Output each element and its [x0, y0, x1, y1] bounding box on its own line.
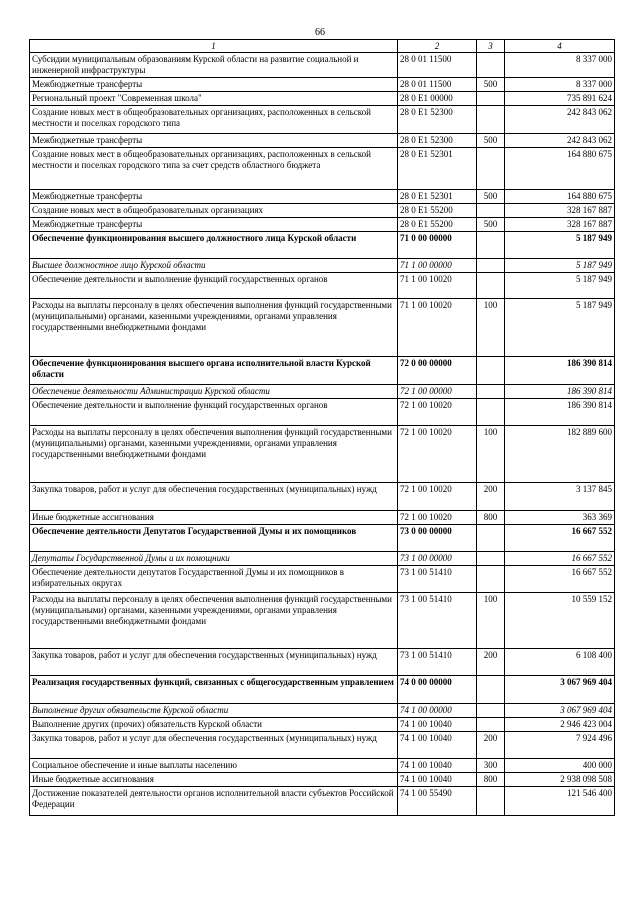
row-vr — [477, 259, 505, 273]
row-vr — [477, 676, 505, 704]
row-vr — [477, 273, 505, 299]
row-code: 74 1 00 10040 — [398, 773, 477, 787]
table-row — [30, 53, 615, 78]
row-code: 74 1 00 55490 — [398, 787, 477, 816]
row-name: Межбюджетные трансферты — [30, 134, 398, 148]
row-name: Межбюджетные трансферты — [30, 190, 398, 204]
row-vr — [477, 704, 505, 718]
row-name: Выполнение других обязательств Курской области — [30, 704, 398, 718]
row-vr — [477, 525, 505, 552]
row-name: Обеспечение деятельности и выполнение функций государственных органов — [30, 399, 398, 426]
header-col-amount: 4 — [505, 40, 615, 53]
row-vr — [477, 92, 505, 106]
row-vr — [477, 787, 505, 816]
row-code: 73 1 00 00000 — [398, 552, 477, 566]
row-amount: 186 390 814 — [505, 385, 615, 399]
row-vr: 800 — [477, 773, 505, 787]
row-vr: 300 — [477, 759, 505, 773]
table-row — [30, 718, 615, 732]
table-header-row — [30, 40, 615, 53]
row-amount: 5 187 949 — [505, 273, 615, 299]
row-amount: 328 167 887 — [505, 204, 615, 218]
row-amount: 363 369 — [505, 511, 615, 525]
row-code: 71 1 00 00000 — [398, 259, 477, 273]
row-vr — [477, 566, 505, 593]
row-amount: 242 843 062 — [505, 106, 615, 134]
table-row — [30, 483, 615, 511]
row-amount: 7 924 496 — [505, 732, 615, 759]
row-vr: 200 — [477, 732, 505, 759]
row-code: 28 0 E1 55200 — [398, 204, 477, 218]
row-code: 74 1 00 10040 — [398, 718, 477, 732]
row-vr — [477, 718, 505, 732]
table-row — [30, 92, 615, 106]
row-vr — [477, 385, 505, 399]
row-amount: 735 891 624 — [505, 92, 615, 106]
row-name: Депутаты Государственной Думы и их помощники — [30, 552, 398, 566]
row-amount: 10 559 152 — [505, 593, 615, 649]
row-name: Создание новых мест в общеобразовательных организациях, расположенных в сельской местности и поселках городского типа за счет средств областного бюджета — [30, 148, 398, 190]
table-row — [30, 649, 615, 676]
table-row — [30, 273, 615, 299]
table-row — [30, 399, 615, 426]
header-col-vr: 3 — [477, 40, 505, 53]
row-code: 71 1 00 10020 — [398, 299, 477, 357]
row-vr: 100 — [477, 299, 505, 357]
row-code: 72 1 00 10020 — [398, 426, 477, 483]
row-code: 28 0 E1 52300 — [398, 134, 477, 148]
row-name: Закупка товаров, работ и услуг для обеспечения государственных (муниципальных) нужд — [30, 649, 398, 676]
row-code: 72 1 00 10020 — [398, 511, 477, 525]
row-vr — [477, 53, 505, 78]
table-row — [30, 204, 615, 218]
row-name: Закупка товаров, работ и услуг для обеспечения государственных (муниципальных) нужд — [30, 732, 398, 759]
table-row — [30, 566, 615, 593]
row-name: Расходы на выплаты персоналу в целях обеспечения выполнения функций государственными (муниципальными) органами, казенными учреждениями, органами управления государственными внебюджетными фондами — [30, 299, 398, 357]
row-name: Расходы на выплаты персоналу в целях обеспечения выполнения функций государственными (муниципальными) органами, казенными учреждениями, органами управления государственными внебюджетными фондами — [30, 593, 398, 649]
row-vr: 200 — [477, 483, 505, 511]
row-name: Обеспечение деятельности Администрации Курской области — [30, 385, 398, 399]
table-row — [30, 787, 615, 816]
row-vr: 800 — [477, 511, 505, 525]
row-name: Субсидии муниципальным образованиям Курской области на развитие социальной и инженерной инфраструктуры — [30, 53, 398, 78]
row-code: 74 1 00 10040 — [398, 759, 477, 773]
row-code: 74 0 00 00000 — [398, 676, 477, 704]
row-vr — [477, 552, 505, 566]
table-row — [30, 732, 615, 759]
row-amount: 400 000 — [505, 759, 615, 773]
row-code: 28 0 E1 55200 — [398, 218, 477, 232]
row-amount: 242 843 062 — [505, 134, 615, 148]
table-row — [30, 148, 615, 190]
row-vr: 500 — [477, 190, 505, 204]
row-code: 74 1 00 00000 — [398, 704, 477, 718]
row-amount: 182 889 600 — [505, 426, 615, 483]
row-amount: 3 137 845 — [505, 483, 615, 511]
row-amount: 5 187 949 — [505, 299, 615, 357]
row-vr — [477, 148, 505, 190]
row-vr: 200 — [477, 649, 505, 676]
row-name: Высшее должностное лицо Курской области — [30, 259, 398, 273]
row-amount: 5 187 949 — [505, 232, 615, 259]
row-name: Создание новых мест в общеобразовательных организациях — [30, 204, 398, 218]
row-code: 28 0 01 11500 — [398, 53, 477, 78]
row-name: Межбюджетные трансферты — [30, 218, 398, 232]
table-row — [30, 190, 615, 204]
header-col-name: 1 — [30, 40, 398, 53]
table-row — [30, 385, 615, 399]
table-row — [30, 134, 615, 148]
table-row — [30, 676, 615, 704]
table-row — [30, 106, 615, 134]
table-row — [30, 593, 615, 649]
row-vr — [477, 232, 505, 259]
row-amount: 121 546 400 — [505, 787, 615, 816]
row-name: Создание новых мест в общеобразовательных организациях, расположенных в сельской местности и поселках городского типа — [30, 106, 398, 134]
table-row — [30, 525, 615, 552]
row-amount: 6 108 400 — [505, 649, 615, 676]
budget-table — [29, 39, 615, 816]
row-vr: 500 — [477, 78, 505, 92]
row-vr — [477, 204, 505, 218]
row-code: 28 0 E1 52301 — [398, 190, 477, 204]
row-code: 71 1 00 10020 — [398, 273, 477, 299]
row-amount: 2 938 098 508 — [505, 773, 615, 787]
row-vr — [477, 399, 505, 426]
row-name: Обеспечение функционирования высшего органа исполнительной власти Курской области — [30, 357, 398, 385]
row-code: 73 1 00 51410 — [398, 649, 477, 676]
row-code: 72 1 00 10020 — [398, 483, 477, 511]
row-amount: 164 880 675 — [505, 148, 615, 190]
row-amount: 186 390 814 — [505, 399, 615, 426]
row-name: Закупка товаров, работ и услуг для обеспечения государственных (муниципальных) нужд — [30, 483, 398, 511]
row-vr — [477, 357, 505, 385]
row-amount: 16 667 552 — [505, 552, 615, 566]
page-number: 66 — [315, 27, 325, 38]
row-name: Региональный проект "Современная школа" — [30, 92, 398, 106]
table-row — [30, 426, 615, 483]
row-vr — [477, 106, 505, 134]
row-amount: 16 667 552 — [505, 525, 615, 552]
table-row — [30, 78, 615, 92]
row-amount: 3 067 969 404 — [505, 676, 615, 704]
row-code: 73 1 00 51410 — [398, 593, 477, 649]
row-code: 72 1 00 00000 — [398, 385, 477, 399]
row-amount: 164 880 675 — [505, 190, 615, 204]
row-code: 28 0 E1 52301 — [398, 148, 477, 190]
row-code: 28 0 E1 52300 — [398, 106, 477, 134]
row-amount: 2 946 423 004 — [505, 718, 615, 732]
row-vr: 500 — [477, 218, 505, 232]
row-code: 72 1 00 10020 — [398, 399, 477, 426]
row-vr: 500 — [477, 134, 505, 148]
row-name: Социальное обеспечение и иные выплаты населению — [30, 759, 398, 773]
table-row — [30, 773, 615, 787]
table-row — [30, 704, 615, 718]
row-name: Иные бюджетные ассигнования — [30, 773, 398, 787]
row-code: 73 0 00 00000 — [398, 525, 477, 552]
row-name: Иные бюджетные ассигнования — [30, 511, 398, 525]
row-amount: 328 167 887 — [505, 218, 615, 232]
table-row — [30, 552, 615, 566]
table-row — [30, 218, 615, 232]
table-row — [30, 511, 615, 525]
row-vr: 100 — [477, 426, 505, 483]
header-col-code: 2 — [398, 40, 477, 53]
row-name: Реализация государственных функций, связанных с общегосударственным управлением — [30, 676, 398, 704]
table-row — [30, 357, 615, 385]
row-code: 72 0 00 00000 — [398, 357, 477, 385]
table-row — [30, 759, 615, 773]
row-name: Обеспечение деятельности депутатов Государственной Думы и их помощников в избирательных округах — [30, 566, 398, 593]
row-name: Обеспечение функционирования высшего должностного лица Курской области — [30, 232, 398, 259]
row-amount: 8 337 000 — [505, 53, 615, 78]
row-amount: 186 390 814 — [505, 357, 615, 385]
row-name: Обеспечение деятельности и выполнение функций государственных органов — [30, 273, 398, 299]
row-code: 73 1 00 51410 — [398, 566, 477, 593]
row-name: Выполнение других (прочих) обязательств Курской области — [30, 718, 398, 732]
row-name: Достижение показателей деятельности органов исполнительной власти субъектов Российской Федерации — [30, 787, 398, 816]
row-code: 74 1 00 10040 — [398, 732, 477, 759]
row-vr: 100 — [477, 593, 505, 649]
table-row — [30, 299, 615, 357]
row-amount: 3 067 969 404 — [505, 704, 615, 718]
row-code: 28 0 E1 00000 — [398, 92, 477, 106]
row-amount: 16 667 552 — [505, 566, 615, 593]
row-code: 71 0 00 00000 — [398, 232, 477, 259]
row-name: Межбюджетные трансферты — [30, 78, 398, 92]
table-row — [30, 259, 615, 273]
row-code: 28 0 01 11500 — [398, 78, 477, 92]
row-name: Обеспечение деятельности Депутатов Государственной Думы и их помощников — [30, 525, 398, 552]
row-amount: 8 337 000 — [505, 78, 615, 92]
row-amount: 5 187 949 — [505, 259, 615, 273]
table-row — [30, 232, 615, 259]
row-name: Расходы на выплаты персоналу в целях обеспечения выполнения функций государственными (муниципальными) органами, казенными учреждениями, органами управления государственными внебюджетными фондами — [30, 426, 398, 483]
